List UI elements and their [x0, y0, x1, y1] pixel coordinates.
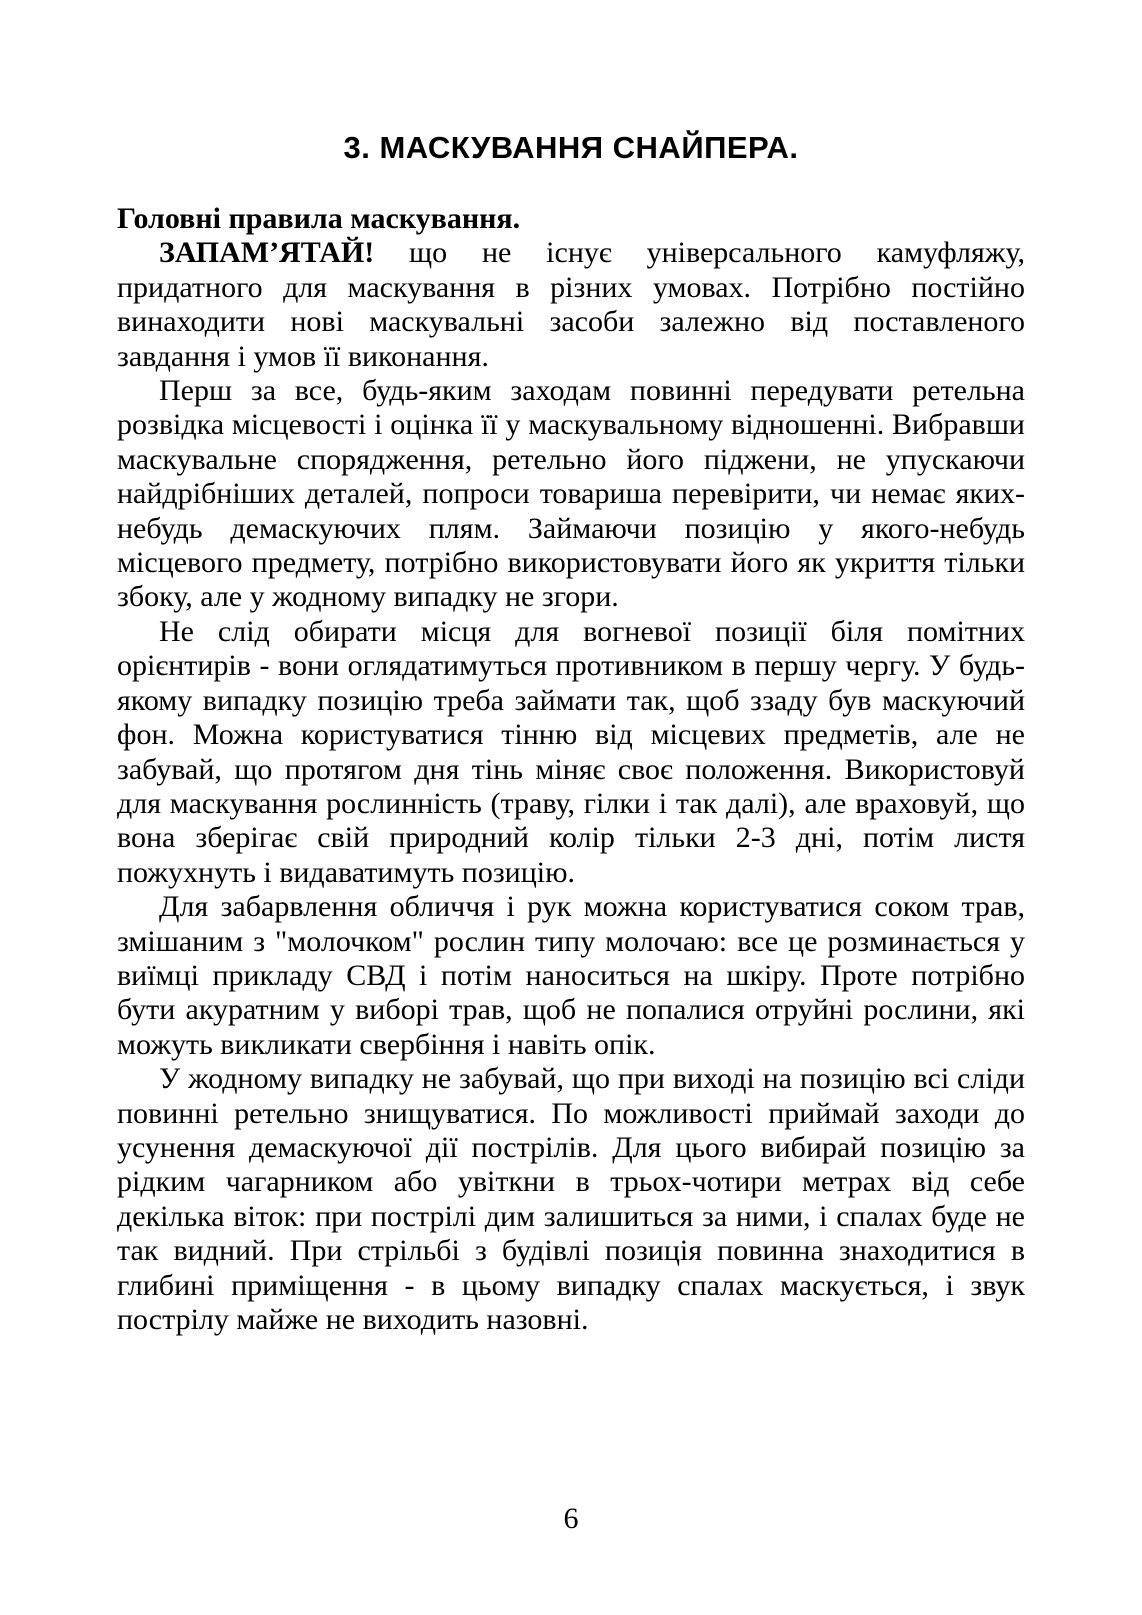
page-number: 6 — [563, 1502, 579, 1535]
section-heading: Головні правила маскування. — [117, 202, 521, 235]
paragraph-remember — [117, 236, 1025, 374]
paragraph-reconnaissance: Перш за все, будь-яким заходам повинні передувати ретельна розвідка місцевості і оцінка її у маскувальному відношенні. Вибравши маскувальне спорядження, ретельно його піджени, не упускаючи найдрібніших деталей, попроси товариша перевірити, чи немає яких-небудь демаскуючих плям. Займаючи позицію у якого-небудь місцевого предмету, потрібно використовувати його як укриття тільки збоку, але у жодному випадку не згори. — [117, 374, 1025, 614]
chapter-title: 3. МАСКУВАННЯ СНАЙПЕРА. — [343, 130, 799, 165]
paragraph-traces: У жодному випадку не забувай, що при виході на позицію всі сліди повинні ретельно знищуватися. По можливості приймай заходи до усунення демаскуючої дії пострілів. Для цього вибирай позицію за рідким чагарником або увіткни в трьох-чотири метрах від себе декілька віток: при пострілі дим залишиться за ними, і спалах буде не так видний. При стрільбі з будівлі позиція повинна знаходитися в глибині приміщення - в цьому випадку спалах маскується, і звук пострілу майже не виходить назовні. — [117, 1062, 1025, 1336]
paragraph-text: що не існує універсального камуфляжу, придатного для маскування в різних умовах. Потрібно постійно винаходити нові маскувальні засоби залежно від поставленого завдання і умов її виконання. — [117, 236, 1025, 373]
paragraph-lead-word: ЗАПАМ’ЯТАЙ! — [159, 236, 375, 270]
paragraph-position-choice: Не слід обирати місця для вогневої позиції біля помітних орієнтирів - вони оглядатимуться противником в першу чергу. У будь-якому випадку позицію треба займати так, щоб ззаду був маскуючий фон. Можна користуватися тінню від місцевих предметів, але не забувай, що протягом дня тінь міняє своє положення. Використовуй для маскування рослинність (траву, гілки і так далі), але враховуй, що вона зберігає свій природний колір тільки 2-3 дні, потім листя пожухнуть і видаватимуть позицію. — [117, 614, 1025, 889]
paragraph-face-painting: Для забарвлення обличчя і рук можна користуватися соком трав, змішаним з "молочком" рослин типу молочаю: все це розминається у виїмці прикладу СВД і потім наноситься на шкіру. Проте потрібно бути акуратним у виборі трав, щоб не попалися отруйні рослини, які можуть викликати свербіння і навіть опік. — [117, 890, 1025, 1061]
body-text-block — [117, 202, 1025, 1337]
